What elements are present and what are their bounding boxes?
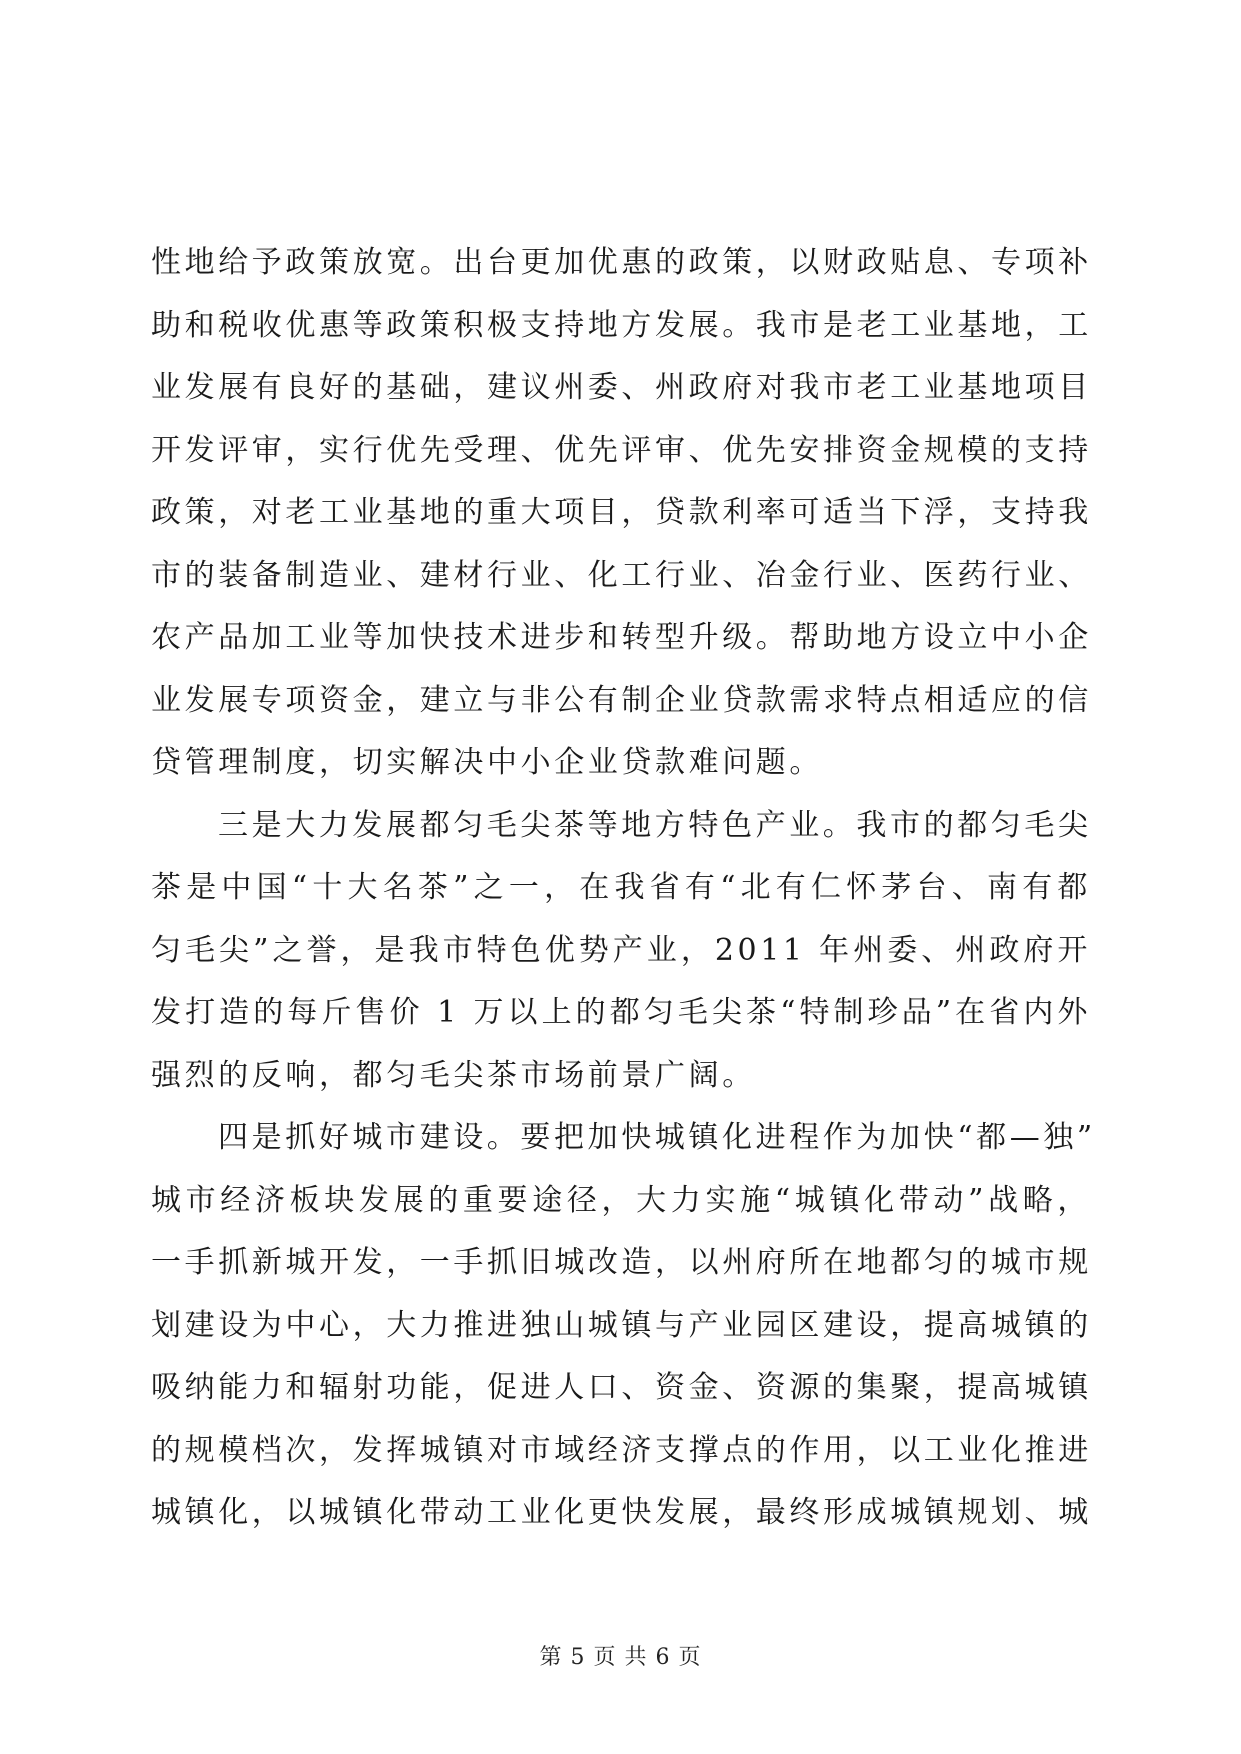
- body-text: [151, 232, 1096, 1545]
- paragraph-start-line: 三是大力发展都匀毛尖茶等地方特色产业。我市的都匀毛尖: [218, 807, 1092, 843]
- text-line: 吸纳能力和辐射功能，促进人口、资金、资源的集聚，提高城镇: [151, 1370, 1092, 1405]
- text-line: 一手抓新城开发，一手抓旧城改造，以州府所在地都匀的城市规: [151, 1245, 1092, 1280]
- text-line: 贷管理制度，切实解决中小企业贷款难问题。: [151, 745, 823, 780]
- text-line: 业发展有良好的基础，建议州委、州政府对我市老工业基地项目: [151, 370, 1092, 405]
- text-line: 业发展专项资金，建立与非公有制企业贷款需求特点相适应的信: [151, 682, 1092, 718]
- text-line: 强烈的反响，都匀毛尖茶市场前景广阔。: [151, 1057, 756, 1093]
- text-line: 匀毛尖”之誉，是我市特色优势产业，2011 年州委、州政府开: [151, 932, 1091, 968]
- text-line: 市的装备制造业、建材行业、化工行业、冶金行业、医药行业、: [151, 557, 1092, 593]
- text-line: 性地给予政策放宽。出台更加优惠的政策，以财政贴息、专项补: [151, 245, 1092, 280]
- text-line: 政策，对老工业基地的重大项目，贷款利率可适当下浮，支持我: [151, 495, 1092, 530]
- text-line: 茶是中国“十大名茶”之一，在我省有“北有仁怀茅台、南有都: [151, 870, 1091, 905]
- text-line: 发打造的每斤售价 1 万以上的都匀毛尖茶“特制珍品”在省内外: [151, 995, 1091, 1030]
- text-line: 助和税收优惠等政策积极支持地方发展。我市是老工业基地，工: [151, 307, 1092, 343]
- text-line: 的规模档次，发挥城镇对市域经济支撑点的作用，以工业化推进: [151, 1432, 1092, 1468]
- page-number-footer: 第 5 页 共 6 页: [539, 1645, 702, 1670]
- text-line: 划建设为中心，大力推进独山城镇与产业园区建设，提高城镇的: [151, 1307, 1092, 1343]
- text-line: 城镇化，以城镇化带动工业化更快发展，最终形成城镇规划、城: [151, 1495, 1092, 1530]
- text-line: 农产品加工业等加快技术进步和转型升级。帮助地方设立中小企: [151, 620, 1092, 655]
- text-line: 城市经济板块发展的重要途径，大力实施“城镇化带动”战略，: [151, 1182, 1091, 1218]
- text-line: 开发评审，实行优先受理、优先评审、优先安排资金规模的支持: [151, 432, 1092, 468]
- paragraph-start-line: 四是抓好城市建设。要把加快城镇化进程作为加快“都—独”: [218, 1120, 1096, 1155]
